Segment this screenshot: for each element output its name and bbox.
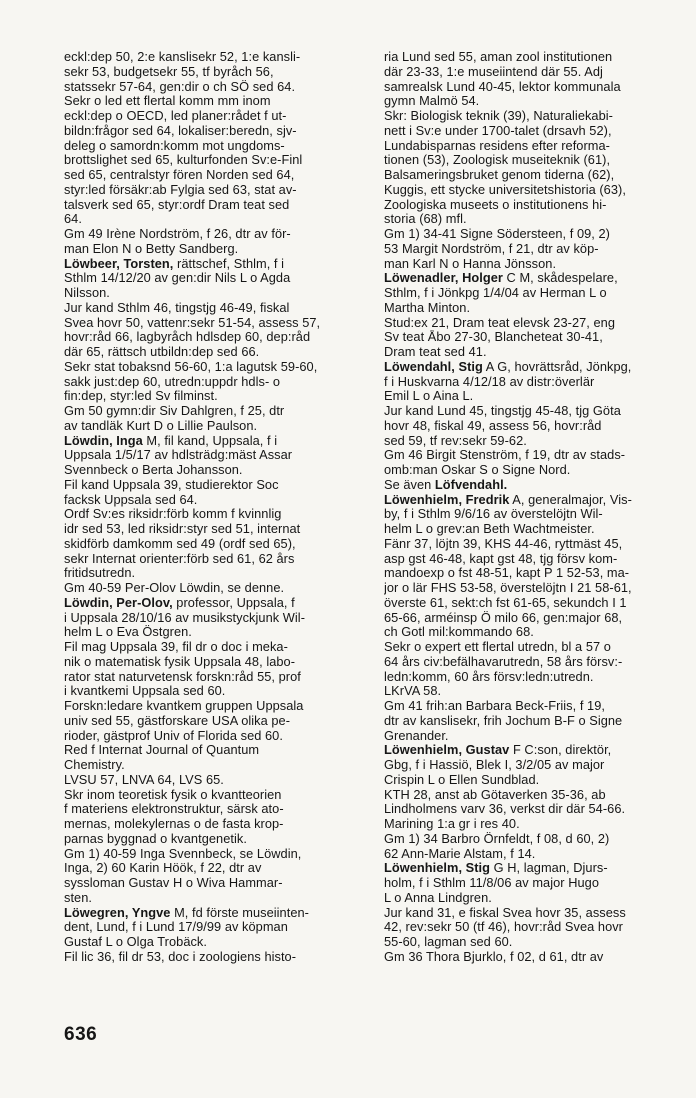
line-text: i kvantkemi Uppsala sed 60.: [64, 684, 226, 699]
line-text: där 65, rättsch utbildn:dep sed 66.: [64, 345, 260, 359]
line-text: asp gst 46-48, kapt gst 48, tjg försv kom-: [384, 551, 618, 566]
text-line: [384, 330, 669, 345]
line-text: helm L o grev:an Beth Wachtmeister.: [384, 522, 595, 536]
text-line: [64, 507, 360, 522]
line-text: Uppsala 1/5/17 av hdlsträdg:mäst Assar: [64, 448, 293, 463]
line-text: Jur kand 31, e fiskal Svea hovr 35, assess: [384, 905, 626, 920]
line-text: Lindholmens varv 36, verkst dir där 54-66.: [384, 802, 626, 817]
line-text: samrealsk Lund 40-45, lektor kommunala: [384, 79, 621, 94]
text-line: [64, 183, 360, 198]
text-line: [384, 65, 669, 80]
text-line: [384, 227, 669, 242]
text-line: [384, 861, 669, 876]
line-text: sed 59, tf rev:sekr 59-62.: [384, 433, 527, 448]
line-text: jor o lär FHS 53-58, överstelöjtn I 21 58-61,: [384, 581, 632, 595]
left-column: [64, 50, 360, 965]
text-line: [384, 139, 669, 154]
text-line: [64, 198, 360, 213]
line-text: Gm 36 Thora Bjurklo, f 02, d 61, dtr av: [384, 949, 604, 964]
line-text: Red f Internat Journal of Quantum: [64, 743, 260, 758]
text-line: [64, 109, 360, 124]
text-line: [64, 935, 360, 950]
line-text: helm L o Eva Östgren.: [64, 625, 192, 640]
page-number: 636: [64, 1024, 98, 1045]
text-line: [384, 198, 669, 213]
line-text: 42, rev:sekr 50 (tf 46), hovr:råd Svea hovr: [384, 920, 623, 935]
line-text: storia (68) mfl.: [384, 212, 467, 227]
line-text: Nilsson.: [64, 286, 110, 300]
text-line: [64, 817, 360, 832]
line-text: hovr 48, fiskal 49, assess 56, hovr:råd: [384, 418, 602, 433]
text-line: [64, 345, 360, 360]
line-text: Sthlm 14/12/20 av gen:dir Nils L o Agda: [64, 271, 291, 286]
line-text: Gm 41 frih:an Barbara Beck-Friis, f 19,: [384, 699, 605, 713]
line-text: Martha Minton.: [384, 300, 471, 315]
text-line: [64, 375, 360, 390]
line-text: Fil mag Uppsala 39, fil dr o doc i meka-: [64, 640, 288, 654]
line-text: sekr 53, budgetsekr 55, tf byråch 56,: [64, 64, 274, 79]
text-line: [384, 522, 669, 537]
line-text: där 23-33, 1:e museiintend där 55. Adj: [384, 64, 603, 79]
line-text: Jur kand Lund 45, tingstjg 45-48, tjg Göta: [384, 404, 621, 418]
text-line: [64, 212, 360, 227]
line-text: f materiens elektronstruktur, särsk ato-: [64, 802, 284, 817]
text-line: [64, 316, 360, 331]
text-line: [384, 242, 669, 257]
line-text: C M, skådespelare,: [502, 271, 618, 286]
text-line: [64, 227, 360, 242]
text-line: [384, 345, 669, 360]
text-line: [384, 743, 669, 758]
line-text: ria Lund sed 55, aman zool institutionen: [384, 50, 613, 64]
text-line: [384, 389, 669, 404]
line-text: sekr Internat orienter:förb sed 61, 62 års: [64, 551, 295, 566]
text-line: [64, 552, 360, 567]
entry-name: Löwendahl, Stig: [384, 359, 483, 374]
line-text: Svea hovr 50, vattenr:sekr 51-54, assess 57,: [64, 315, 321, 330]
line-text: fin:dep, styr:led Sv filminst.: [64, 389, 218, 404]
text-line: [64, 891, 360, 906]
text-line: [64, 640, 360, 655]
line-text: hovr:råd 66, lagbyråch hdlsdep 60, dep:råd: [64, 330, 311, 345]
line-text: av tandläk Kurt D o Lillie Paulson.: [64, 418, 258, 433]
line-text: A, generalmajor, Vis-: [509, 492, 632, 507]
line-text: holm, f i Sthlm 11/8/06 av major Hugo: [384, 876, 599, 890]
text-line: [64, 861, 360, 876]
right-column: [384, 50, 669, 965]
text-line: [64, 920, 360, 935]
line-text: Fänr 37, löjtn 39, KHS 44-46, ryttmäst 45,: [384, 536, 623, 551]
text-line: [384, 625, 669, 640]
text-line: [384, 596, 669, 611]
text-line: [384, 463, 669, 478]
line-text: bildn:frågor sed 64, lokaliser:beredn, sjv-: [64, 123, 297, 138]
line-text: Marining 1:a gr i res 40.: [384, 817, 520, 831]
text-line: [384, 817, 669, 832]
line-text: Balsameringsbruket genom tiderna (62),: [384, 168, 615, 182]
line-text: Gm 40-59 Per-Olov Löwdin, se denne.: [64, 581, 285, 595]
text-line: [384, 670, 669, 685]
line-text: mandoexp o fst 48-51, kapt P 1 52-53, ma-: [384, 566, 630, 581]
text-line: [64, 242, 360, 257]
entry-name: Löwdin, Per-Olov,: [64, 595, 173, 610]
text-line: [384, 906, 669, 921]
text-line: [384, 832, 669, 847]
cross-reference: Löfvendahl.: [434, 477, 508, 492]
line-text: ch Gotl mil:kommando 68.: [384, 625, 534, 640]
text-line: [384, 316, 669, 331]
entry-name: Löwenhielm, Fredrik: [384, 492, 510, 507]
line-text: Jur kand Sthlm 46, tingstjg 46-49, fiskal: [64, 300, 290, 315]
text-line: [64, 301, 360, 316]
line-text: dent, Lund, f i Lund 17/9/99 av köpman: [64, 920, 288, 935]
line-text: professor, Uppsala, f: [172, 595, 295, 610]
text-line: [384, 94, 669, 109]
text-line: [384, 301, 669, 316]
line-text: Stud:ex 21, Dram teat elevsk 23-27, eng: [384, 315, 616, 330]
text-line: [64, 448, 360, 463]
line-text: statssekr 57-64, gen:dir o ch SÖ sed 64.: [64, 79, 296, 94]
text-line: [384, 493, 669, 508]
line-text: 53 Margit Nordström, f 21, dtr av köp-: [384, 241, 599, 256]
line-text: fritidsutredn.: [64, 566, 136, 581]
text-line: [64, 168, 360, 183]
text-line: [64, 537, 360, 552]
text-line: [64, 847, 360, 862]
line-text: L o Anna Lindgren.: [384, 890, 492, 905]
line-text: Svennbeck o Berta Johansson.: [64, 463, 243, 477]
text-line: [64, 463, 360, 478]
text-line: [384, 507, 669, 522]
text-line: [64, 611, 360, 626]
line-text: Gm 49 Irène Nordström, f 26, dtr av för-: [64, 227, 291, 241]
text-line: [384, 950, 669, 965]
text-line: [384, 640, 669, 655]
text-line: [384, 611, 669, 626]
line-text: M, fil kand, Uppsala, f i: [142, 433, 278, 448]
line-text: univ sed 55, gästforskare USA olika pe-: [64, 713, 291, 728]
text-line: [384, 212, 669, 227]
line-text: talsverk sed 65, styr:ordf Dram teat sed: [64, 197, 290, 212]
line-text: Se även: [384, 477, 435, 492]
text-line: [64, 65, 360, 80]
text-line: [64, 743, 360, 758]
text-line: [384, 773, 669, 788]
text-line: [384, 360, 669, 375]
line-text: Sekr o expert ett flertal utredn, bl a 57 o: [384, 640, 611, 654]
line-text: 64 års civ:befälhavarutredn, 58 års försv:-: [384, 654, 623, 669]
line-text: brottslighet sed 65, kulturfonden Sv:e-Finl: [64, 153, 303, 168]
line-text: F C:son, direktör,: [509, 743, 612, 758]
text-line: [64, 581, 360, 596]
line-text: sed 65, centralstyr fören Norden sed 64,: [64, 168, 295, 182]
text-line: [64, 434, 360, 449]
line-text: facksk Uppsala sed 64.: [64, 492, 198, 507]
text-line: [384, 847, 669, 862]
entry-name: Löwenadler, Holger: [384, 271, 503, 286]
line-text: A G, hovrättsråd, Jönkpg,: [482, 359, 632, 374]
line-text: KTH 28, anst ab Götaverken 35-36, ab: [384, 787, 606, 802]
text-line: [64, 271, 360, 286]
text-line: [64, 950, 360, 965]
text-line: [64, 714, 360, 729]
line-text: Dram teat sed 41.: [384, 345, 487, 359]
line-text: idr sed 53, led riksidr:styr sed 51, internat: [64, 522, 301, 536]
line-text: LKrVA 58.: [384, 684, 442, 699]
text-line: [384, 478, 669, 493]
line-text: Grenander.: [384, 728, 449, 743]
text-line: [64, 139, 360, 154]
text-line: [64, 389, 360, 404]
text-line: [384, 50, 669, 65]
text-line: [64, 773, 360, 788]
line-text: Crispin L o Ellen Sundblad.: [384, 772, 540, 787]
text-line: [64, 729, 360, 744]
text-line: [64, 625, 360, 640]
text-line: [384, 168, 669, 183]
text-line: [64, 802, 360, 817]
text-line: [64, 596, 360, 611]
entry-name: Löwdin, Inga: [64, 433, 143, 448]
text-line: [64, 404, 360, 419]
line-text: Gm 1) 40-59 Inga Svennbeck, se Löwdin,: [64, 846, 302, 861]
line-text: syssloman Gustav H o Wiva Hammar-: [64, 876, 283, 890]
text-line: [64, 566, 360, 581]
line-text: styr:led försäkr:ab Fylgia sed 63, stat av-: [64, 182, 297, 197]
line-text: Sekr stat tobaksnd 56-60, 1:a lagutsk 59-60,: [64, 359, 318, 374]
entry-name: Löwegren, Yngve: [64, 905, 171, 920]
text-line: [384, 448, 669, 463]
line-text: Skr inom teoretisk fysik o kvantteorien: [64, 787, 282, 802]
text-line: [384, 552, 669, 567]
text-line: [64, 758, 360, 773]
line-text: deleg o samordn:komm mot ungdoms-: [64, 138, 285, 153]
line-text: Emil L o Aina L.: [384, 389, 474, 404]
text-line: [384, 80, 669, 95]
line-text: LVSU 57, LNVA 64, LVS 65.: [64, 772, 224, 787]
line-text: Fil lic 36, fil dr 53, doc i zoologiens histo-: [64, 949, 297, 964]
line-text: eckl:dep o OECD, led planer:rådet f ut-: [64, 109, 287, 123]
text-line: [384, 271, 669, 286]
line-text: Inga, 2) 60 Karin Höök, f 22, dtr av: [64, 861, 262, 876]
line-text: G H, lagman, Djurs-: [490, 861, 608, 876]
text-line: [384, 758, 669, 773]
text-line: [384, 434, 669, 449]
text-line: [64, 670, 360, 685]
text-line: [384, 286, 669, 301]
line-text: Gustaf L o Olga Trobäck.: [64, 935, 207, 949]
text-line: [384, 124, 669, 139]
text-line: [384, 714, 669, 729]
line-text: Gm 46 Birgit Stenström, f 19, dtr av stads-: [384, 448, 626, 463]
text-line: [64, 684, 360, 699]
entry-name: Löwbeer, Torsten,: [64, 256, 174, 271]
text-line: [384, 375, 669, 390]
text-line: [384, 183, 669, 198]
line-text: Skr: Biologisk teknik (39), Naturaliekabi-: [384, 109, 613, 123]
line-text: nett i Sv:e under 1700-talet (drsavh 52),: [384, 123, 612, 138]
line-text: Gm 1) 34 Barbro Örnfeldt, f 08, d 60, 2): [384, 831, 610, 846]
entry-name: Löwenhielm, Stig: [384, 861, 491, 876]
line-text: tionen (53), Zoologisk museiteknik (61),: [384, 153, 611, 168]
line-text: parnas byggnad o kvantgenetik.: [64, 831, 247, 846]
text-line: [64, 699, 360, 714]
text-line: [64, 478, 360, 493]
line-text: mernas, molekylernas o de fasta krop-: [64, 817, 284, 831]
line-text: 62 Ann-Marie Alstam, f 14.: [384, 846, 536, 861]
text-line: [64, 876, 360, 891]
text-line: [64, 493, 360, 508]
entry-name: Löwenhielm, Gustav: [384, 743, 510, 758]
text-line: [64, 286, 360, 301]
line-text: skidförb damkomm sed 49 (ordf sed 65),: [64, 536, 296, 551]
line-text: Gm 1) 34-41 Signe Södersteen, f 09, 2): [384, 227, 610, 241]
text-line: [64, 94, 360, 109]
line-text: ledn:komm, 60 års försv:ledn:utredn.: [384, 669, 594, 684]
line-text: Kuggis, ett stycke universitetshistoria (63),: [384, 182, 626, 197]
line-text: rioder, gästprof Univ of Florida sed 60.: [64, 728, 283, 743]
text-line: [64, 788, 360, 803]
line-text: nik o matematisk fysik Uppsala 48, labo-: [64, 654, 296, 669]
line-text: Chemistry.: [64, 758, 125, 772]
line-text: sten.: [64, 890, 92, 905]
line-text: Lundabisparnas residens efter reforma-: [384, 138, 610, 153]
line-text: Fil kand Uppsala 39, studierektor Soc: [64, 477, 279, 492]
text-line: [64, 906, 360, 921]
line-text: Sv teat Åbo 27-30, Blancheteat 30-41,: [384, 330, 603, 345]
line-text: gymn Malmö 54.: [384, 94, 480, 109]
text-line: [384, 404, 669, 419]
text-line: [384, 788, 669, 803]
text-line: [384, 684, 669, 699]
text-line: [384, 920, 669, 935]
line-text: rättschef, Sthlm, f i: [173, 256, 285, 271]
text-line: [384, 699, 669, 714]
line-text: M, fd förste museiinten-: [170, 905, 309, 920]
text-line: [64, 124, 360, 139]
line-text: Ordf Sv:es riksidr:förb komm f kvinnlig: [64, 507, 282, 522]
line-text: eckl:dep 50, 2:e kanslisekr 52, 1:e kansli-: [64, 50, 301, 64]
text-line: [64, 522, 360, 537]
text-line: [384, 537, 669, 552]
text-line: [64, 330, 360, 345]
text-line: [64, 419, 360, 434]
line-text: Zoologiska museets o institutionens hi-: [384, 197, 607, 212]
line-text: Gbg, f i Hassiö, Blek I, 3/2/05 av major: [384, 758, 605, 772]
text-line: [64, 257, 360, 272]
text-line: [384, 655, 669, 670]
line-text: sakk just:dep 60, utredn:uppdr hdls- o: [64, 374, 281, 389]
line-text: Sekr o led ett flertal komm mm inom: [64, 94, 271, 109]
text-line: [384, 935, 669, 950]
text-line: [384, 876, 669, 891]
line-text: Forskn:ledare kvantkem gruppen Uppsala: [64, 699, 304, 713]
text-line: [384, 802, 669, 817]
line-text: Gm 50 gymn:dir Siv Dahlgren, f 25, dtr: [64, 404, 285, 418]
text-line: [64, 50, 360, 65]
line-text: i Uppsala 28/10/16 av musikstyckjunk Wil-: [64, 610, 306, 625]
line-text: man Karl N o Hanna Jönsson.: [384, 256, 557, 271]
line-text: rator stat naturvetensk forskn:råd 55, prof: [64, 669, 301, 684]
line-text: Sthlm, f i Jönkpg 1/4/04 av Herman L o: [384, 286, 607, 300]
line-text: f i Huskvarna 4/12/18 av distr:överlär: [384, 374, 595, 389]
line-text: överste 61, sekt:ch fst 61-65, sekundch I 1: [384, 595, 627, 610]
text-line: [384, 153, 669, 168]
line-text: man Elon N o Betty Sandberg.: [64, 241, 239, 256]
text-line: [384, 109, 669, 124]
text-line: [384, 257, 669, 272]
text-line: [64, 832, 360, 847]
line-text: 65-66, arméinsp Ö milo 66, gen:major 68,: [384, 610, 623, 625]
text-line: [64, 153, 360, 168]
text-line: [384, 729, 669, 744]
text-line: [64, 360, 360, 375]
line-text: by, f i Sthlm 9/6/16 av överstelöjtn Wil-: [384, 507, 603, 522]
text-line: [64, 80, 360, 95]
line-text: 55-60, lagman sed 60.: [384, 935, 513, 949]
text-line: [64, 655, 360, 670]
text-line: [384, 419, 669, 434]
line-text: dtr av kanslisekr, frih Jochum B-F o Signe: [384, 713, 623, 728]
line-text: omb:man Oskar S o Signe Nord.: [384, 463, 571, 477]
text-line: [384, 566, 669, 581]
text-line: [384, 581, 669, 596]
line-text: 64.: [64, 212, 82, 227]
text-line: [384, 891, 669, 906]
